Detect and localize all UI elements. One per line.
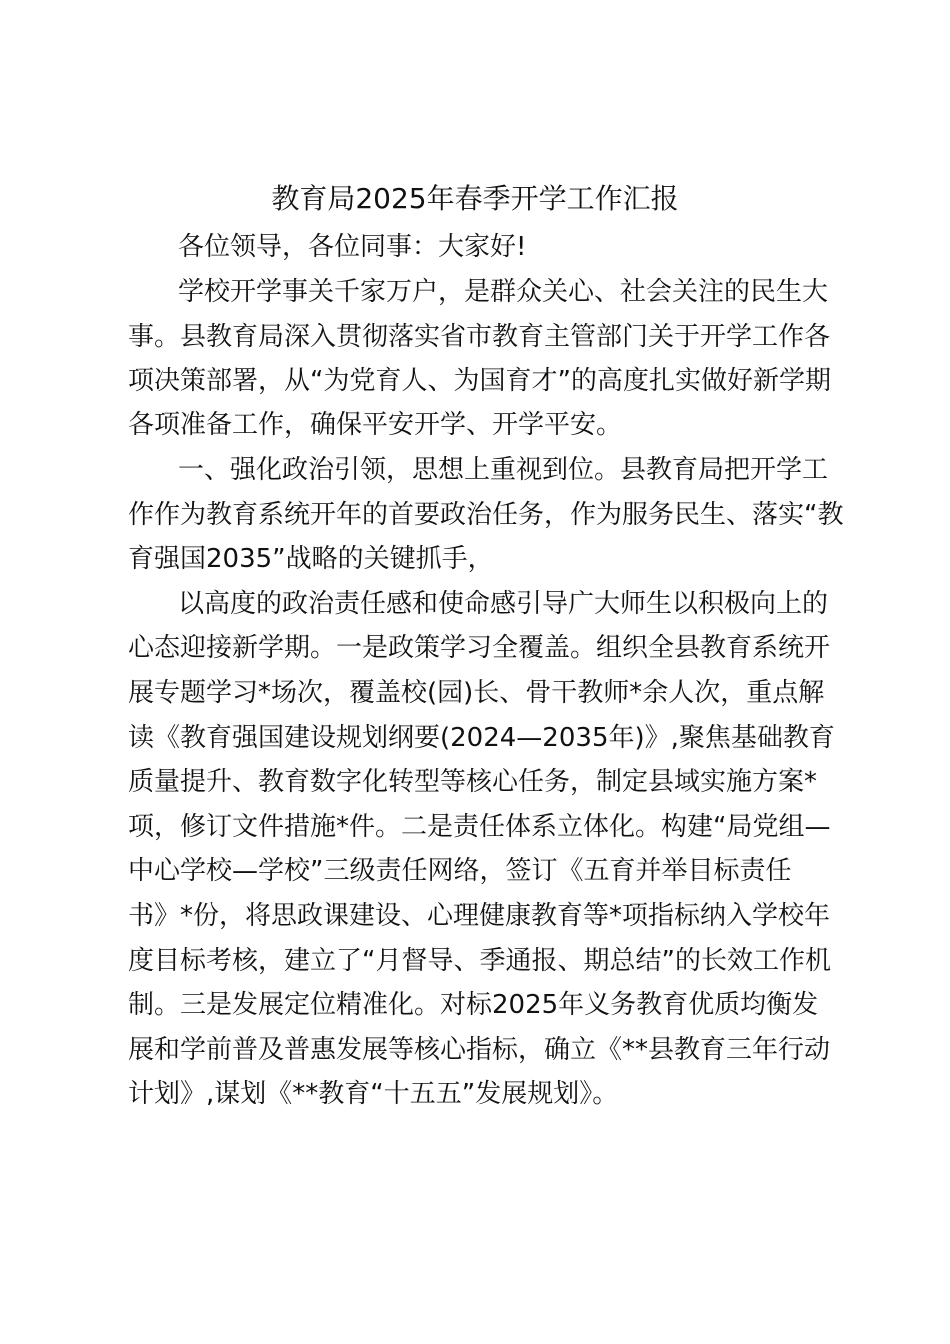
paragraph-3-line-12: 计划》,谋划《**教育“十五五”发展规划》。 <box>128 1079 619 1109</box>
paragraph-3-line-4: 读《教育强国建设规划纲要(2024—2035年)》,聚焦基础教育 <box>128 723 835 753</box>
paragraph-1-line-4: 各项准备工作，确保平安开学、开学平安。 <box>128 410 623 440</box>
paragraph-3-line-9: 度目标考核，建立了“月督导、季通报、期总结”的长效工作机 <box>128 946 831 976</box>
paragraph-3-line-6: 项，修订文件措施*件。二是责任体系立体化。构建“局党组— <box>128 812 831 842</box>
paragraph-3-line-11: 展和学前普及普惠发展等核心指标，确立《**县教育三年行动 <box>128 1035 831 1065</box>
document-title: 教育局2025年春季开学工作汇报 <box>271 182 679 215</box>
salutation-line: 各位领导，各位同事：大家好! <box>178 232 527 262</box>
paragraph-2-line-2: 作作为教育系统开年的首要政治任务，作为服务民生、落实“教 <box>128 500 844 530</box>
paragraph-1-line-2: 事。县教育局深入贯彻落实省市教育主管部门关于开学工作各 <box>128 322 831 352</box>
paragraph-3-line-1: 以高度的政治责任感和使命感引导广大师生以积极向上的 <box>178 589 829 619</box>
paragraph-3-line-2: 心态迎接新学期。一是政策学习全覆盖。组织全县教育系统开 <box>128 633 831 663</box>
paragraph-3-line-10: 制。三是发展定位精准化。对标2025年义务教育优质均衡发 <box>128 990 819 1020</box>
paragraph-3-line-7: 中心学校—学校”三级责任网络，签订《五育并举目标责任 <box>128 856 792 886</box>
paragraph-1-line-3: 项决策部署，从“为党育人、为国育才”的高度扎实做好新学期 <box>128 366 831 396</box>
paragraph-2-line-3: 育强国2035”战略的关键抓手， <box>128 544 494 574</box>
paragraph-2-line-1: 一、强化政治引领，思想上重视到位。县教育局把开学工 <box>178 455 829 485</box>
paragraph-3-line-3: 展专题学习*场次，覆盖校(园)长、骨干教师*余人次，重点解 <box>128 678 825 708</box>
paragraph-3-line-5: 质量提升、教育数字化转型等核心任务，制定县域实施方案* <box>128 767 818 797</box>
paragraph-1-line-1: 学校开学事关千家万户，是群众关心、社会关注的民生大 <box>178 277 829 307</box>
paragraph-3-line-8: 书》*份，将思政课建设、心理健康教育等*项指标纳入学校年 <box>128 901 831 931</box>
